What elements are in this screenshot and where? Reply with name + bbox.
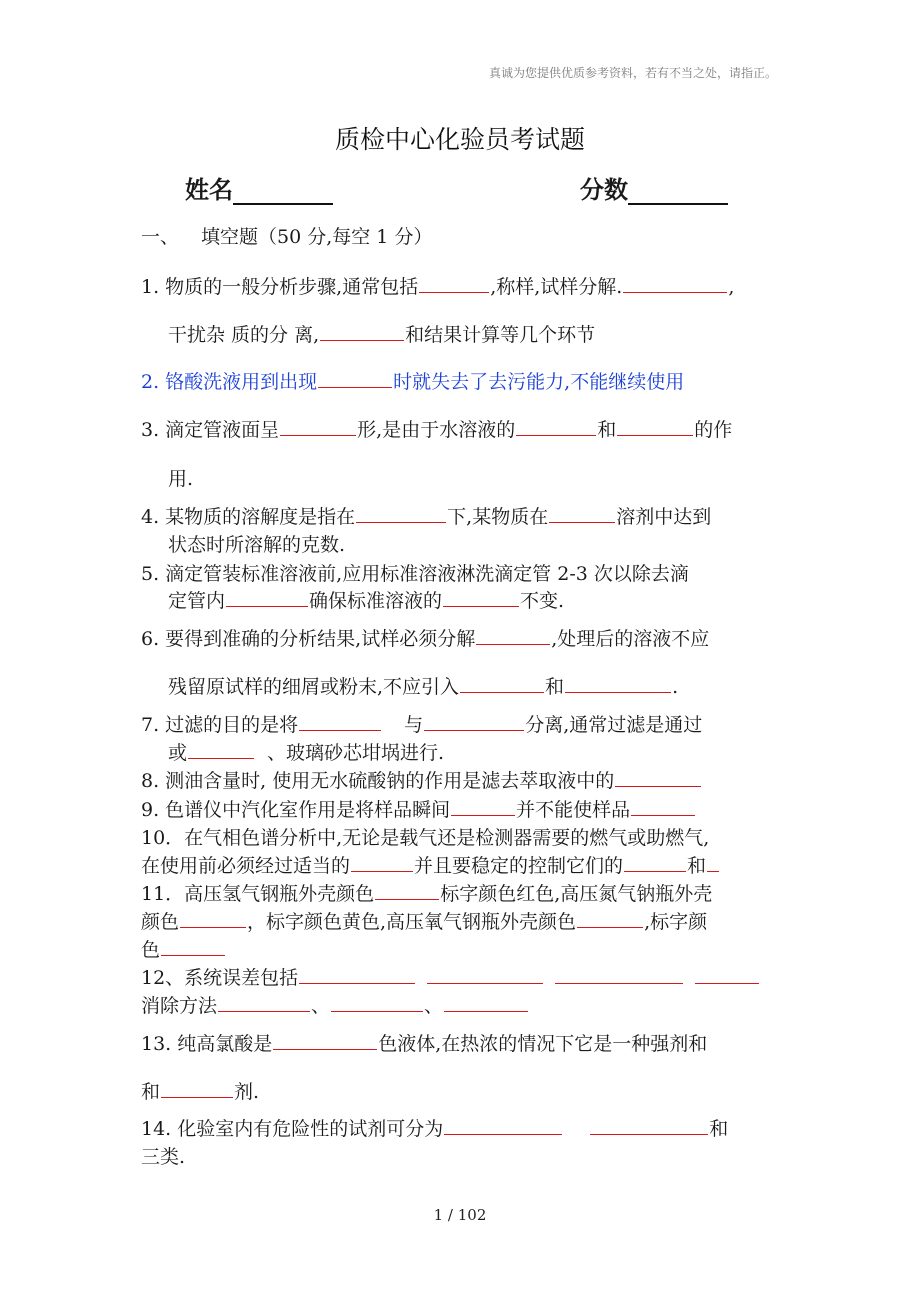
question-3-line-2: 用.	[168, 468, 194, 490]
fill-blank	[443, 588, 519, 607]
fill-blank	[451, 797, 515, 816]
question-6-line-2: 残留原试样的细屑或粉末,不应引入 和 .	[168, 676, 679, 698]
question-13-line-1: 13. 纯高氯酸是 色液体,在热浓的情况下它是一种强剂和	[141, 1033, 708, 1055]
question-7-line-1: 7. 过滤的目的是将 与 分离,通常过滤是通过	[141, 714, 703, 736]
fill-blank	[444, 993, 528, 1012]
fill-blank	[624, 853, 686, 872]
fill-blank	[375, 881, 439, 900]
fill-blank	[590, 1116, 708, 1135]
question-14-line-1: 14. 化验室内有危险性的试剂可分为 和	[141, 1118, 729, 1140]
fill-blank	[280, 417, 356, 436]
fill-blank	[218, 993, 310, 1012]
question-12-line-2: 消除方法 、 、	[141, 991, 529, 1018]
fill-blank	[427, 965, 543, 984]
question-14-line-2: 三类.	[141, 1146, 186, 1168]
fill-blank	[707, 853, 719, 872]
name-score-row	[185, 170, 745, 206]
question-1-line-1: 1. 物质的一般分析步骤,通常包括 ,称样,试样分解. ,	[141, 276, 735, 298]
name-blank	[233, 177, 333, 205]
fill-blank	[615, 768, 701, 787]
question-4-line-1: 4. 某物质的溶解度是指在 下,某物质在 溶剂中达到	[141, 506, 712, 528]
page-title: 质检中心化验员考试题	[334, 125, 585, 154]
section-title: 填空题（50 分,每空 1 分）	[201, 226, 433, 248]
score-blank	[628, 177, 728, 205]
fill-blank	[188, 740, 254, 759]
fill-blank	[299, 712, 381, 731]
fill-blank	[424, 712, 524, 731]
section-number: 一、	[141, 226, 180, 248]
question-1-line-2: 干扰杂 质的分 离, 和结果计算等几个环节	[168, 324, 596, 346]
section-heading	[141, 222, 432, 249]
question-5-line-1: 5. 滴定管装标准溶液前,应用标准溶液淋洗滴定管 2-3 次以除去滴	[141, 563, 689, 585]
question-5-line-2: 定管内 确保标准溶液的 不变.	[168, 590, 565, 612]
fill-blank	[299, 965, 415, 984]
fill-blank	[356, 504, 446, 523]
fill-blank	[623, 274, 727, 293]
fill-blank	[273, 1031, 377, 1050]
question-10-line-2: 在使用前必须经过适当的 并且要稳定的控制它们的 和	[141, 851, 720, 878]
question-3-line-1: 3. 滴定管液面呈 形,是由于水溶液的 和 的作	[141, 419, 733, 441]
fill-blank	[318, 369, 392, 388]
fill-blank	[516, 417, 596, 436]
fill-blank	[226, 588, 308, 607]
question-8: 8. 测油含量时, 使用无水硫酸钠的作用是滤去萃取液中的	[141, 766, 702, 793]
fill-blank	[460, 674, 544, 693]
header-note: 真诚为您提供优质参考资料，若有不当之处，请指正。	[488, 66, 777, 80]
question-4-line-2: 状态时所溶解的克数.	[168, 534, 346, 556]
question-11-line-3: 色	[141, 935, 226, 962]
fill-blank	[419, 274, 489, 293]
fill-blank	[565, 674, 671, 693]
page-number: 1 / 102	[433, 1206, 487, 1224]
score-group	[580, 170, 728, 205]
fill-blank	[320, 322, 404, 341]
fill-blank	[444, 1116, 562, 1135]
fill-blank	[180, 909, 246, 928]
fill-blank	[161, 937, 225, 956]
question-13-line-2: 和 剂.	[141, 1081, 260, 1103]
question-9: 9. 色谱仪中汽化室作用是将样品瞬间 并不能使样品	[141, 795, 696, 822]
question-11-line-2: 颜色 ，标字颜色黄色,高压氧气钢瓶外壳颜色 ,标字颜	[141, 911, 708, 933]
fill-blank	[161, 1079, 233, 1098]
fill-blank	[631, 797, 695, 816]
question-12-line-1: 12、系统误差包括	[141, 963, 760, 990]
fill-blank	[695, 965, 759, 984]
score-label: 分数	[580, 176, 628, 204]
question-10-line-1: 10．在气相色谱分析中,无论是载气还是检测器需要的燃气或助燃气,	[141, 827, 710, 849]
fill-blank	[555, 965, 683, 984]
name-label: 姓名	[185, 176, 233, 204]
fill-blank	[617, 417, 693, 436]
question-6-line-1: 6. 要得到准确的分析结果,试样必须分解 ,处理后的溶液不应	[141, 628, 710, 650]
fill-blank	[549, 504, 615, 523]
question-2: 2. 铬酸洗液用到出现 时就失去了去污能力,不能继续使用	[141, 371, 685, 393]
fill-blank	[476, 626, 550, 645]
fill-blank	[351, 853, 413, 872]
fill-blank	[331, 993, 423, 1012]
fill-blank	[577, 909, 643, 928]
question-7-line-2: 或 、玻璃砂芯坩埚进行.	[168, 742, 445, 764]
question-11-line-1: 11．高压氢气钢瓶外壳颜色 标字颜色红色,高压氮气钠瓶外壳	[141, 883, 713, 905]
